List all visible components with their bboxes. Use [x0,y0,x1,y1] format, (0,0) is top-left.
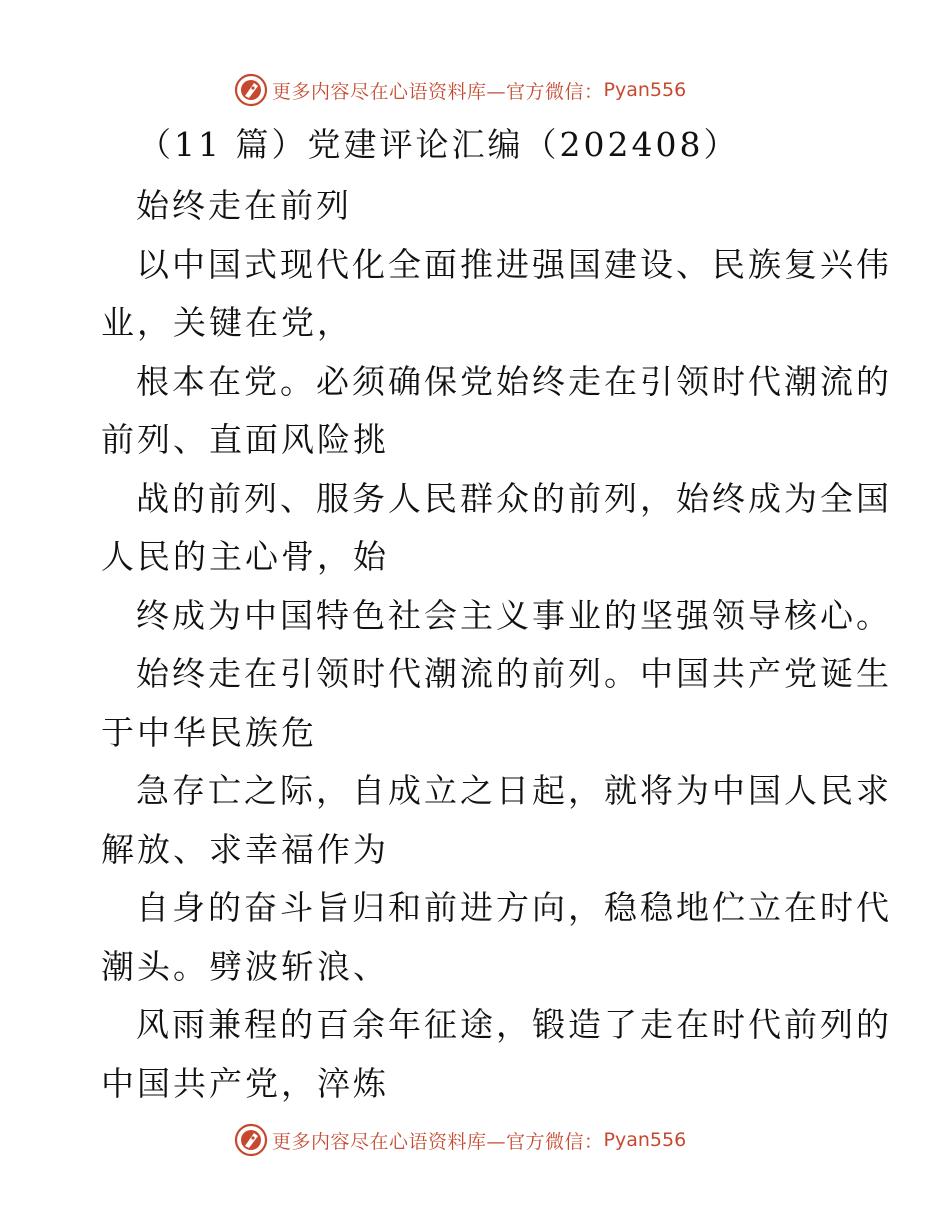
paragraph-line: 中国共产党，淬炼 [101,1064,389,1103]
paragraph-line: 潮头。劈波斩浪、 [101,947,389,986]
paragraph-line: 自身的奋斗旨归和前进方向，稳稳地伫立在时代 [136,888,892,927]
pen-nib-circle-logo-icon [234,73,268,107]
watermark-text: 更多内容尽在心语资料库—官方微信： [272,80,604,103]
footer-watermark [234,1122,686,1158]
document-title: （11 篇）党建评论汇编（202408） [138,125,740,164]
paragraph-line: 于中华民族危 [101,713,317,752]
paragraph-line: 根本在党。必须确保党始终走在引领时代潮流的 [136,362,892,401]
paragraph-line: 业，关键在党， [101,303,353,342]
paragraph-line: 战的前列、服务人民群众的前列，始终成为全国 [136,479,892,518]
watermark-wechat-id: Pyan556 [603,1129,687,1151]
paragraph-line: 风雨兼程的百余年征途，锻造了走在时代前列的 [136,1005,892,1044]
watermark-wechat-id: Pyan556 [603,79,687,101]
paragraph-line: 解放、求幸福作为 [101,830,389,869]
header-watermark [234,72,686,108]
watermark-text: 更多内容尽在心语资料库—官方微信： [272,1130,604,1153]
paragraph-line: 急存亡之际，自成立之日起，就将为中国人民求 [136,771,892,810]
paragraph-line: 以中国式现代化全面推进强国建设、民族复兴伟 [136,245,892,284]
paragraph-line: 前列、直面风险挑 [101,420,389,459]
paragraph-line: 始终走在引领时代潮流的前列。中国共产党诞生 [136,654,892,693]
paragraph-line: 人民的主心骨，始 [101,537,389,576]
paragraph-line: 始终走在前列 [136,186,352,225]
paragraph-line: 终成为中国特色社会主义事业的坚强领导核心。 [136,596,892,635]
pen-nib-circle-logo-icon [234,1123,268,1157]
